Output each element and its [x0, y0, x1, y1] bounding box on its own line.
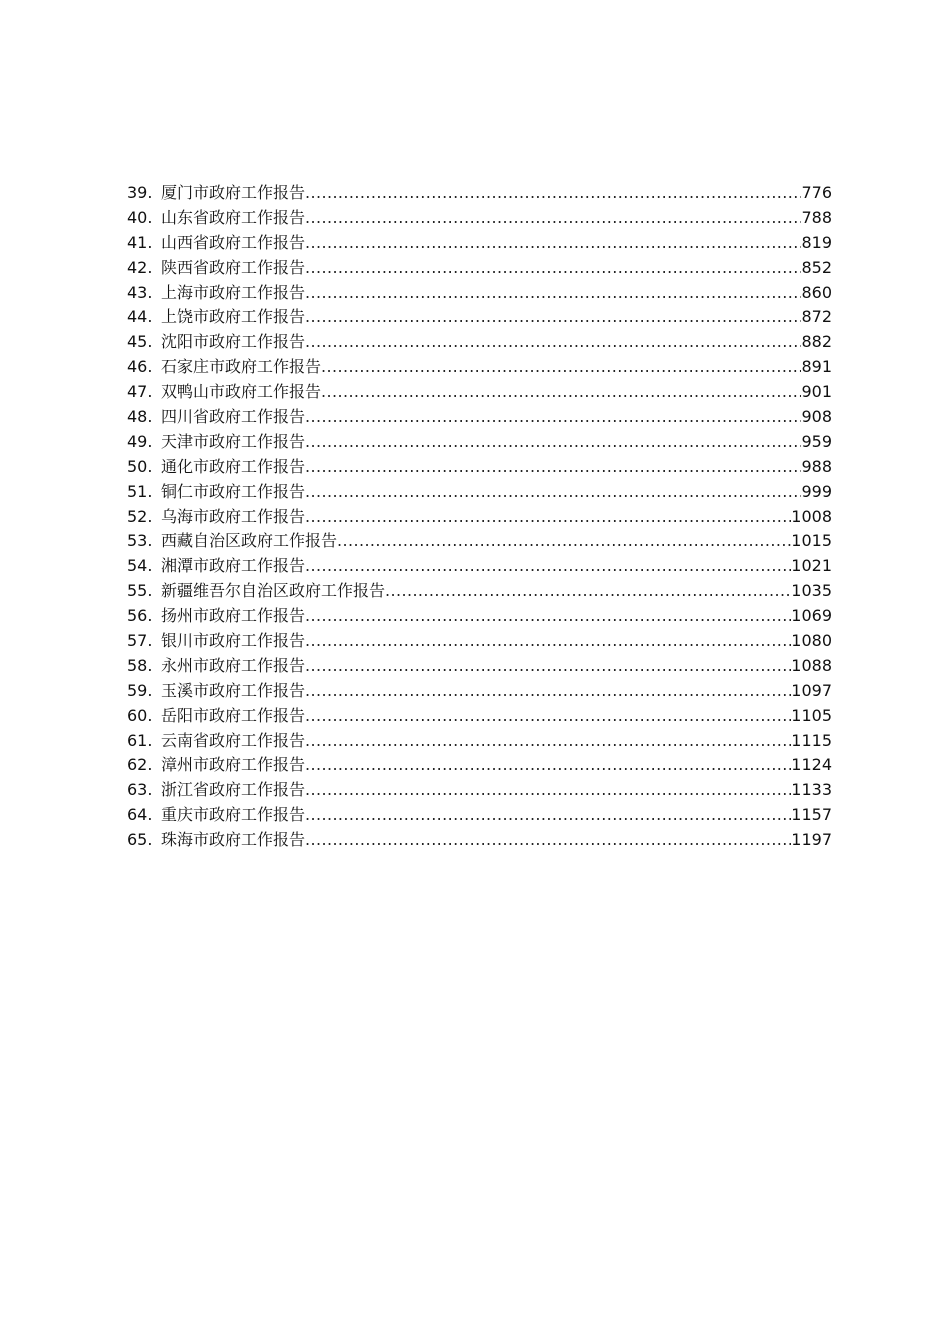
toc-entry-title: 扬州市政府工作报告 — [161, 606, 306, 626]
toc-dot-leader — [321, 357, 801, 376]
toc-entry[interactable] — [127, 180, 832, 205]
toc-dot-leader — [305, 407, 801, 426]
toc-entry-title: 永州市政府工作报告 — [161, 655, 306, 675]
toc-entry[interactable] — [127, 329, 832, 354]
toc-entry-number: 52. — [127, 506, 153, 526]
toc-dot-leader — [305, 258, 801, 277]
toc-entry-page-number: 1197 — [791, 830, 832, 850]
toc-entry-page-number: 901 — [801, 382, 832, 402]
toc-dot-leader — [321, 382, 801, 401]
toc-entry-title: 西藏自治区政府工作报告 — [161, 531, 338, 551]
toc-entry-number: 49. — [127, 431, 153, 451]
toc-entry-page-number: 999 — [801, 481, 832, 501]
toc-entry-number: 56. — [127, 606, 153, 626]
toc-entry-title: 珠海市政府工作报告 — [161, 830, 306, 850]
toc-entry-page-number: 872 — [801, 307, 832, 327]
toc-entry-number: 53. — [127, 531, 153, 551]
toc-entry-title: 陕西省政府工作报告 — [161, 257, 306, 277]
toc-entry[interactable] — [127, 628, 832, 653]
toc-dot-leader — [305, 731, 791, 750]
toc-entry-number: 45. — [127, 332, 153, 352]
toc-dot-leader — [305, 755, 791, 774]
toc-entry-number: 65. — [127, 830, 153, 850]
toc-entry-title: 铜仁市政府工作报告 — [161, 481, 306, 501]
toc-entry[interactable] — [127, 205, 832, 230]
toc-entry-number: 57. — [127, 631, 153, 651]
toc-entry[interactable] — [127, 230, 832, 255]
toc-entry[interactable] — [127, 528, 832, 553]
toc-entry-title: 四川省政府工作报告 — [161, 407, 306, 427]
toc-entry[interactable] — [127, 653, 832, 678]
toc-entry-title: 湘潭市政府工作报告 — [161, 556, 306, 576]
toc-entry-number: 58. — [127, 655, 153, 675]
toc-dot-leader — [305, 830, 791, 849]
toc-entry-number: 44. — [127, 307, 153, 327]
toc-entry-number: 39. — [127, 183, 153, 202]
toc-entry[interactable] — [127, 578, 832, 603]
toc-entry[interactable] — [127, 678, 832, 703]
toc-dot-leader — [305, 606, 791, 625]
toc-dot-leader — [305, 805, 791, 824]
toc-entry-title: 浙江省政府工作报告 — [161, 780, 306, 800]
toc-entry-page-number: 988 — [801, 456, 832, 476]
toc-entry-page-number: 819 — [801, 232, 832, 252]
toc-entry-number: 46. — [127, 357, 153, 377]
toc-entry[interactable] — [127, 404, 832, 429]
toc-entry-title: 漳州市政府工作报告 — [161, 755, 306, 775]
toc-entry[interactable] — [127, 752, 832, 777]
toc-entry-title: 山东省政府工作报告 — [161, 207, 306, 227]
toc-entry-number: 47. — [127, 382, 153, 402]
toc-entry-page-number: 1105 — [791, 705, 832, 725]
table-of-contents — [127, 180, 832, 852]
toc-entry-title: 新疆维吾尔自治区政府工作报告 — [161, 581, 386, 601]
toc-entry-page-number: 1021 — [791, 556, 832, 576]
toc-entry-title: 厦门市政府工作报告 — [161, 183, 306, 202]
toc-dot-leader — [305, 631, 791, 650]
toc-entry-page-number: 908 — [801, 407, 832, 427]
toc-entry[interactable] — [127, 728, 832, 753]
toc-entry-title: 云南省政府工作报告 — [161, 730, 306, 750]
toc-entry[interactable] — [127, 479, 832, 504]
toc-entry-number: 42. — [127, 257, 153, 277]
toc-entry-number: 62. — [127, 755, 153, 775]
toc-entry-title: 玉溪市政府工作报告 — [161, 680, 306, 700]
toc-entry[interactable] — [127, 304, 832, 329]
toc-entry-number: 41. — [127, 232, 153, 252]
toc-entry-number: 63. — [127, 780, 153, 800]
toc-entry-title: 天津市政府工作报告 — [161, 431, 306, 451]
toc-entry-title: 上海市政府工作报告 — [161, 282, 306, 302]
toc-entry-title: 上饶市政府工作报告 — [161, 307, 306, 327]
toc-entry-number: 40. — [127, 207, 153, 227]
toc-dot-leader — [305, 780, 791, 799]
toc-entry-title: 石家庄市政府工作报告 — [161, 357, 322, 377]
toc-entry-page-number: 776 — [801, 183, 832, 202]
toc-dot-leader — [305, 233, 801, 252]
toc-entry-title: 银川市政府工作报告 — [161, 631, 306, 651]
toc-entry[interactable] — [127, 379, 832, 404]
toc-entry-page-number: 1097 — [791, 680, 832, 700]
toc-entry[interactable] — [127, 429, 832, 454]
toc-dot-leader — [305, 432, 801, 451]
toc-dot-leader — [305, 183, 801, 202]
toc-entry[interactable] — [127, 603, 832, 628]
toc-dot-leader — [305, 457, 801, 476]
toc-dot-leader — [305, 208, 801, 227]
toc-entry[interactable] — [127, 255, 832, 280]
toc-entry-number: 64. — [127, 805, 153, 825]
toc-dot-leader — [305, 482, 801, 501]
toc-entry-title: 岳阳市政府工作报告 — [161, 705, 306, 725]
toc-entry-page-number: 1080 — [791, 631, 832, 651]
toc-dot-leader — [385, 581, 791, 600]
toc-dot-leader — [305, 307, 801, 326]
toc-entry-number: 48. — [127, 407, 153, 427]
toc-entry-page-number: 1157 — [791, 805, 832, 825]
toc-entry[interactable] — [127, 703, 832, 728]
toc-entry-number: 55. — [127, 581, 153, 601]
toc-dot-leader — [305, 681, 791, 700]
toc-entry-title: 通化市政府工作报告 — [161, 456, 306, 476]
toc-entry-number: 60. — [127, 705, 153, 725]
toc-entry-page-number: 1088 — [791, 655, 832, 675]
toc-entry[interactable] — [127, 454, 832, 479]
toc-dot-leader — [305, 283, 801, 302]
toc-entry-page-number: 1015 — [791, 531, 832, 551]
toc-entry[interactable] — [127, 553, 832, 578]
toc-entry[interactable] — [127, 280, 832, 305]
toc-entry-title: 双鸭山市政府工作报告 — [161, 382, 322, 402]
toc-entry-page-number: 882 — [801, 332, 832, 352]
toc-entry-page-number: 860 — [801, 282, 832, 302]
toc-entry-page-number: 891 — [801, 357, 832, 377]
toc-entry-page-number: 1069 — [791, 606, 832, 626]
toc-entry[interactable] — [127, 354, 832, 379]
toc-entry[interactable] — [127, 777, 832, 802]
toc-entry-page-number: 959 — [801, 431, 832, 451]
toc-entry-number: 43. — [127, 282, 153, 302]
toc-dot-leader — [305, 556, 791, 575]
toc-entry-number: 51. — [127, 481, 153, 501]
toc-entry-title: 乌海市政府工作报告 — [161, 506, 306, 526]
toc-entry-title: 山西省政府工作报告 — [161, 232, 306, 252]
toc-entry-title: 沈阳市政府工作报告 — [161, 332, 306, 352]
toc-entry[interactable] — [127, 802, 832, 827]
toc-entry-page-number: 1115 — [791, 730, 832, 750]
toc-dot-leader — [305, 706, 791, 725]
toc-dot-leader — [337, 531, 791, 550]
toc-entry-number: 61. — [127, 730, 153, 750]
toc-entry-page-number: 1035 — [791, 581, 832, 601]
toc-entry-number: 54. — [127, 556, 153, 576]
toc-entry-number: 50. — [127, 456, 153, 476]
toc-entry-page-number: 1124 — [791, 755, 832, 775]
toc-entry[interactable] — [127, 827, 832, 852]
toc-entry-page-number: 1133 — [791, 780, 832, 800]
toc-entry-title: 重庆市政府工作报告 — [161, 805, 306, 825]
toc-entry-page-number: 852 — [801, 257, 832, 277]
toc-dot-leader — [305, 507, 791, 526]
toc-entry[interactable] — [127, 504, 832, 529]
toc-entry-number: 59. — [127, 680, 153, 700]
toc-dot-leader — [305, 656, 791, 675]
toc-dot-leader — [305, 332, 801, 351]
toc-entry-page-number: 788 — [801, 207, 832, 227]
toc-entry-page-number: 1008 — [791, 506, 832, 526]
